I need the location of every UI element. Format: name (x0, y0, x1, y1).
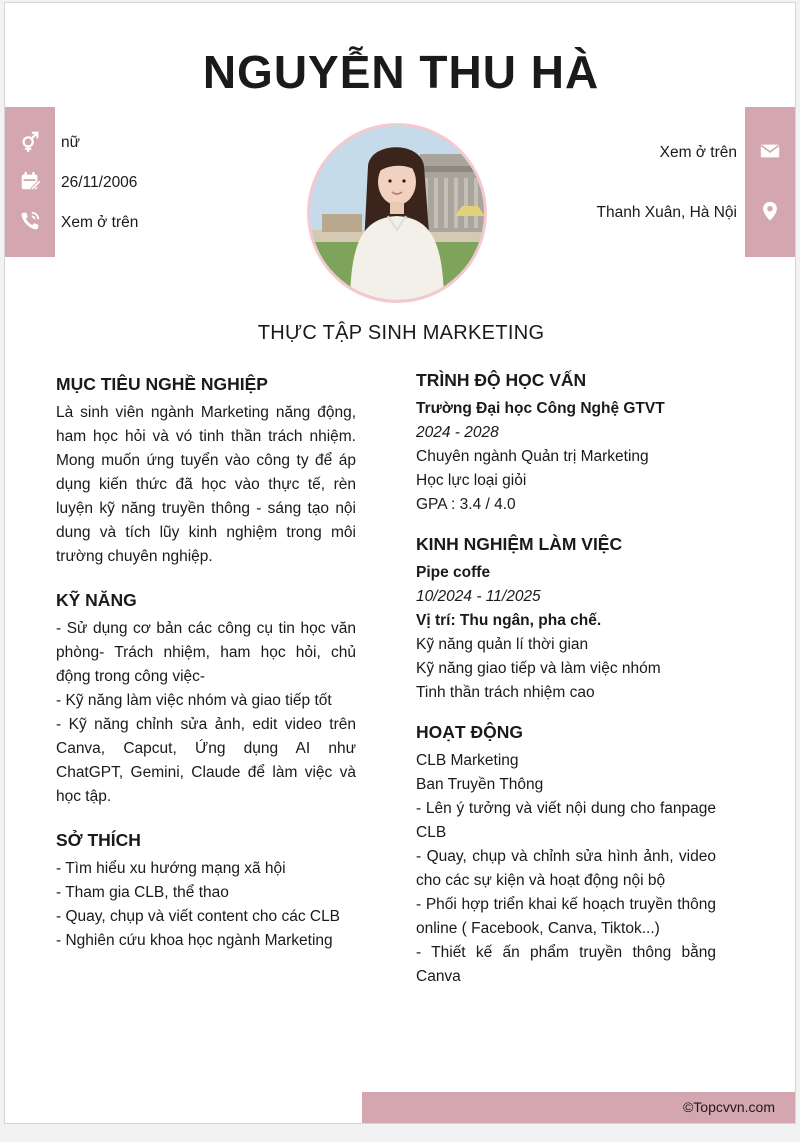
skill-item: - Sử dụng cơ bản các công cụ tin học văn phòng- Trách nhiệm, ham học hỏi, chủ động trong công việc- (56, 620, 356, 685)
cv-page (4, 2, 796, 1124)
birthday-text: 26/11/2006 (61, 174, 138, 191)
gender-icon (18, 129, 42, 153)
email-text: Xem ở trên (659, 144, 737, 161)
address-text: Thanh Xuân, Hà Nội (596, 204, 737, 221)
hobbies-title: SỞ THÍCH (56, 830, 141, 850)
experience-item: Kỹ năng giao tiếp và làm việc nhóm (416, 660, 661, 677)
phone-text: Xem ở trên (61, 214, 139, 231)
experience-item: Kỹ năng quản lí thời gian (416, 636, 589, 653)
activities-title: HOẠT ĐỘNG (416, 722, 523, 742)
right-contact-bar (745, 107, 795, 257)
objective-title: MỤC TIÊU NGHỀ NGHIỆP (56, 374, 268, 394)
job-title: THỰC TẬP SINH MARKETING (257, 322, 545, 344)
education-major: Chuyên ngành Quản trị Marketing (416, 448, 649, 465)
experience-item: Tinh thần trách nhiệm cao (416, 684, 595, 701)
school-name: Trường Đại học Công Nghệ GTVT (416, 400, 665, 417)
hobby-item: - Nghiên cứu khoa học ngành Marketing (56, 932, 333, 949)
experience-position: Vị trí: Thu ngân, pha chế. (416, 612, 602, 629)
company-name: Pipe coffe (416, 564, 491, 581)
hobbies-section (56, 829, 356, 953)
education-rank: Học lực loại giỏi (416, 472, 527, 489)
hobby-item: - Tham gia CLB, thể thao (56, 884, 229, 901)
right-column (416, 369, 716, 1005)
skills-title: KỸ NĂNG (56, 590, 137, 610)
objective-text: Là sinh viên ngành Marketing năng động, ham học hỏi và vó tinh thần trách nhiệm. Mong muốn ứng tuyển vào công ty để áp dụng kiến thức đã học vào thực tế, rèn luyện kỹ năng truyền thông - sáng tạo nội dung và tích lũy kinh nghiệm trong môi trường chuyên nghiệp. (56, 404, 356, 565)
avatar (307, 123, 487, 303)
activity-item: - Quay, chụp và chỉnh sửa hình ảnh, video cho các sự kiện và hoạt động nội bộ (416, 848, 716, 889)
activity-department: Ban Truyền Thông (416, 776, 544, 793)
phone-icon (18, 209, 42, 233)
activity-item: - Phối hợp triển khai kế hoạch truyền thông online ( Facebook, Canva, Tiktok...) (416, 896, 716, 937)
experience-period: 10/2024 - 11/2025 (416, 588, 541, 605)
activity-item: - Thiết kế ấn phẩm truyền thông bằng Canva (416, 944, 716, 985)
education-gpa: GPA : 3.4 / 4.0 (416, 496, 516, 513)
calendar-icon (18, 169, 42, 193)
hobby-item: - Quay, chụp và viết content cho các CLB (56, 908, 341, 925)
skill-item: - Kỹ năng chỉnh sửa ảnh, edit video trên Canva, Capcut, Ứng dụng AI như ChatGPT, Gemini, Claude để làm việc và học tập. (56, 716, 356, 805)
objective-section (56, 373, 356, 569)
left-column (56, 373, 356, 969)
education-period: 2024 - 2028 (416, 424, 499, 441)
footer-bar (362, 1092, 796, 1124)
gender-text: nữ (61, 134, 80, 151)
experience-title: KINH NGHIỆM LÀM VIỆC (416, 534, 623, 554)
experience-section (416, 533, 716, 705)
activity-item: - Lên ý tưởng và viết nội dung cho fanpage CLB (416, 800, 716, 841)
footer-credit: ©Topcvvn.com (682, 1099, 775, 1115)
candidate-name: NGUYỄN THU HÀ (202, 46, 600, 98)
skill-item: - Kỹ năng làm việc nhóm và giao tiếp tốt (56, 692, 332, 709)
activities-section (416, 721, 716, 989)
hobby-item: - Tìm hiểu xu hướng mạng xã hội (56, 860, 286, 877)
education-section (416, 369, 716, 517)
activity-club: CLB Marketing (416, 752, 519, 769)
email-icon (758, 139, 782, 163)
skills-section (56, 589, 356, 809)
education-title: TRÌNH ĐỘ HỌC VẤN (416, 370, 587, 390)
location-icon (758, 199, 782, 223)
